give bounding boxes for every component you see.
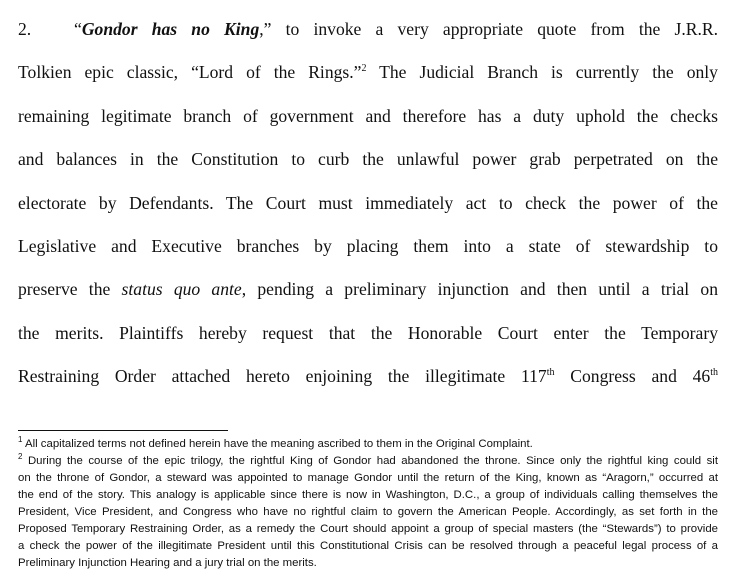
line7-post: , pending a preliminary injunction and then until a trial on — [241, 279, 718, 300]
line7-pre: preserve the — [18, 279, 122, 300]
footnote-2-line-1: During the course of the epic trilogy, the rightful King of Gondor had abandoned the throne. Since only the rightful king could sit — [22, 455, 718, 467]
main-paragraph — [18, 8, 718, 399]
quote-open: “ — [74, 19, 82, 39]
footnote-2-line-2: on the throne of Gondor, a steward was appointed to manage Gondor until the return of the King, known as “Aragorn,” occurred at — [18, 472, 718, 484]
footnote-2-ref[interactable]: 2 — [361, 63, 367, 75]
paragraph-line-5: electorate by Defendants. The Court must immediately act to check the power of the — [18, 192, 718, 213]
line9-pre: Restraining Order attached hereto enjoining the illegitimate 117 — [18, 366, 547, 387]
paragraph-line-8: the merits. Plaintiffs hereby request that the Honorable Court enter the Temporary — [18, 322, 718, 343]
quote-close: ,” — [259, 19, 272, 39]
paragraph-line-3: remaining legitimate branch of government and therefore has a duty uphold the checks — [18, 105, 718, 126]
footnote-1-number: 1 — [18, 435, 23, 445]
paragraph-line-6: Legislative and Executive branches by placing them into a state of stewardship to — [18, 236, 718, 257]
paragraph-line-2 — [18, 51, 718, 94]
footnote-1 — [18, 436, 718, 453]
footnote-2-number: 2 — [18, 452, 23, 462]
paragraph-line-1 — [18, 8, 718, 51]
paragraph-number: 2. — [18, 19, 32, 39]
footnote-2-line-7: Preliminary Injunction Hearing and a jury trial on the merits. — [18, 557, 317, 569]
footnotes — [18, 436, 718, 572]
line1-rest: to invoke a very appropriate quote from the J.R.R. — [271, 19, 718, 39]
footnote-2 — [18, 453, 718, 572]
footnote-2-line-3: the end of the story. This analogy is applicable since there is now in Washington, D.C., a group of individuals calling themselves the — [18, 489, 718, 501]
paragraph-line-7 — [18, 268, 718, 311]
footnote-2-line-5: Proposed Temporary Restraining Order, as a remedy the Court should appoint a group of special masters (the “Stewards”) to provide — [18, 523, 718, 535]
paragraph-line-9 — [18, 355, 718, 398]
quote-bold: Gondor has no King — [81, 19, 260, 39]
footnote-1-text: All capitalized terms not defined herein have the meaning ascribed to them in the Original Complaint. — [22, 438, 533, 450]
status-quo-italic: status quo ante — [121, 279, 242, 300]
superscript-th-1: th — [546, 367, 555, 379]
line2-rest: The Judicial Branch is currently the only — [366, 62, 718, 83]
footnote-2-line-4: President, Vice President, and Congress who have no rightful claim to govern the American People. Accordingly, as set forth in the — [18, 506, 718, 518]
superscript-th-2: th — [710, 367, 718, 379]
paragraph-line-4: and balances in the Constitution to curb the unlawful power grab perpetrated on the — [18, 149, 718, 170]
footnote-2-line-6: a check the power of the illegitimate President until this Constitutional Crisis can be resolved through a peaceful legal process of a — [18, 540, 718, 552]
line2-text: Tolkien epic classic, “Lord of the Rings.” — [18, 62, 362, 83]
line9-mid: Congress and 46 — [554, 366, 711, 387]
footnote-divider — [18, 430, 228, 431]
